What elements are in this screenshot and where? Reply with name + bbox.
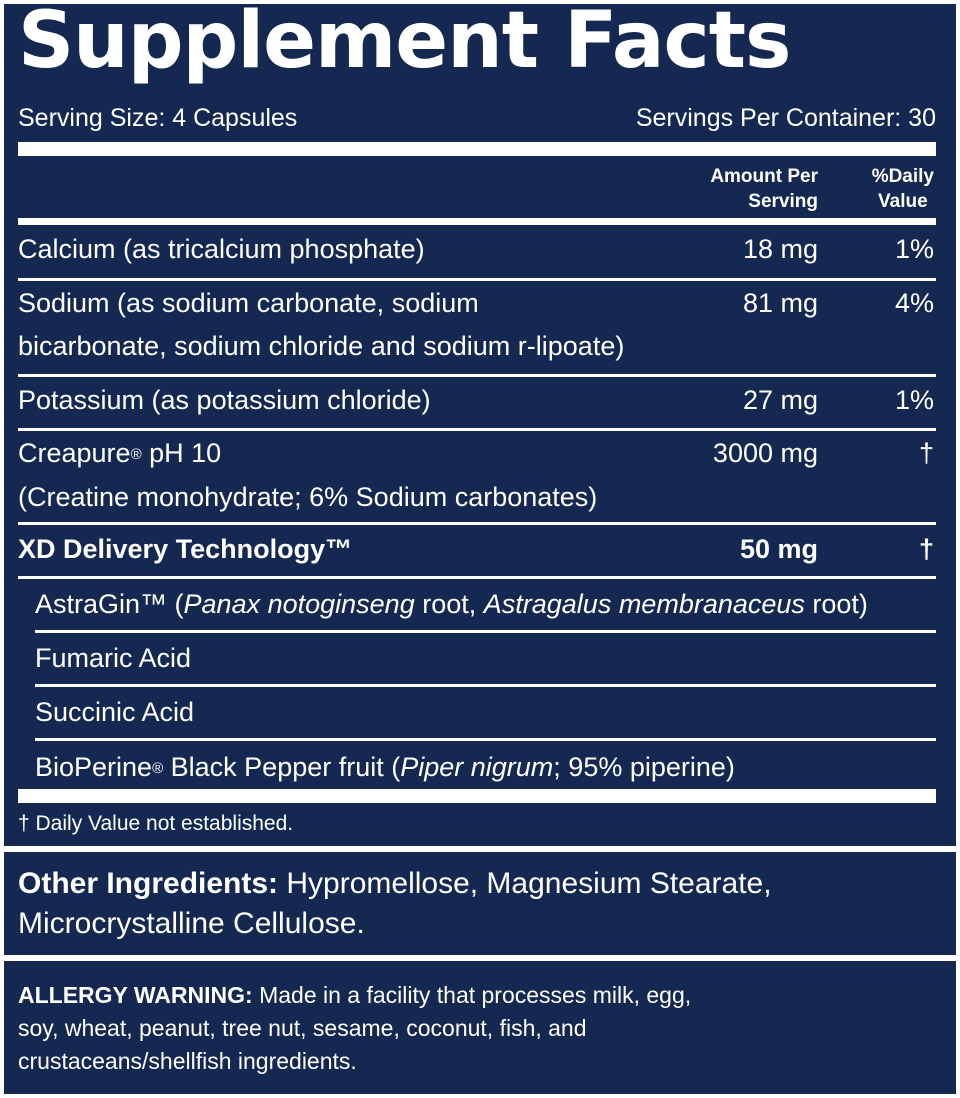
daily-value-header (872, 164, 934, 214)
text-fragment: soy, wheat, peanut, tree nut, sesame, coconut, fish, and (18, 1015, 587, 1041)
text-fragment: root, (414, 589, 484, 619)
row-divider (35, 630, 936, 633)
text-fragment: pH 10 (141, 438, 222, 468)
nutrient-daily-value: 1% (894, 234, 934, 264)
amount-per-serving-header (710, 164, 818, 214)
nutrient-daily-value: 1% (894, 385, 934, 415)
allergy-warning-label: ALLERGY WARNING: (18, 982, 253, 1008)
row-divider (18, 522, 936, 525)
latin-name: Panax notoginseng (183, 589, 415, 619)
text-fragment: Made in a facility that processes milk, egg, (252, 982, 692, 1008)
registered-mark: ® (130, 446, 142, 463)
servings-per-container: Servings Per Container: 30 (635, 104, 936, 132)
row-divider (35, 738, 936, 741)
thick-divider (18, 789, 936, 803)
other-ingredients-label: Other Ingredients: (18, 867, 279, 900)
nutrient-amount: 3000 mg (712, 438, 818, 468)
text-fragment: Black Pepper fruit ( (163, 752, 401, 782)
nutrient-name: Sodium (as sodium carbonate, sodium (18, 288, 479, 318)
supplement-facts-panel (4, 0, 956, 846)
panel-title: Supplement Facts (18, 0, 791, 86)
text-fragment: Microcrystalline Cellulose. (18, 907, 365, 940)
text-fragment: BioPerine (35, 752, 153, 782)
header-divider (18, 218, 936, 225)
header-line: Amount Per (710, 166, 818, 187)
nutrient-name: Calcium (as tricalcium phosphate) (18, 234, 425, 264)
blend-amount: 50 mg (739, 534, 818, 564)
header-line: Value (878, 191, 928, 212)
text-fragment: root) (804, 589, 868, 619)
nutrient-name-continued: bicarbonate, sodium chloride and sodium r-lipoate) (18, 331, 625, 361)
allergy-warning-panel (4, 961, 956, 1094)
latin-name: Piper nigrum (400, 752, 554, 782)
text-fragment: ; 95% piperine) (553, 752, 735, 782)
nutrient-amount: 18 mg (742, 234, 818, 264)
nutrient-amount: 27 mg (742, 385, 818, 415)
text-fragment: AstraGin™ ( (35, 589, 184, 619)
other-ingredients-panel (4, 852, 956, 955)
row-divider (35, 684, 936, 687)
nutrient-daily-value: 4% (894, 288, 934, 318)
header-line: Serving (748, 191, 818, 212)
nutrient-daily-value: † (918, 438, 934, 468)
blend-ingredient: Succinic Acid (35, 697, 195, 727)
text-fragment: crustaceans/shellfish ingredients. (18, 1048, 357, 1074)
blend-ingredient (35, 581, 868, 627)
thick-divider (18, 142, 936, 156)
blend-name: XD Delivery Technology™ (18, 534, 353, 564)
nutrient-name: Potassium (as potassium chloride) (18, 385, 431, 415)
nutrient-name (18, 430, 221, 476)
serving-size: Serving Size: 4 Capsules (18, 104, 298, 132)
other-ingredients-text (18, 864, 772, 944)
row-divider (18, 576, 936, 579)
nutrient-amount: 81 mg (742, 288, 818, 318)
blend-daily-value: † (918, 534, 934, 564)
nutrient-name-continued: (Creatine monohydrate; 6% Sodium carbonates) (18, 482, 598, 512)
allergy-warning-text (18, 979, 691, 1078)
text-fragment: Hypromellose, Magnesium Stearate, (278, 867, 772, 900)
registered-mark: ® (152, 760, 164, 777)
header-line: %Daily (871, 166, 934, 187)
latin-name: Astragalus membranaceus (483, 589, 805, 619)
daily-value-footnote: † Daily Value not established. (18, 812, 294, 835)
text-fragment: Creapure (18, 438, 131, 468)
blend-ingredient (35, 744, 735, 790)
blend-ingredient: Fumaric Acid (35, 643, 192, 673)
